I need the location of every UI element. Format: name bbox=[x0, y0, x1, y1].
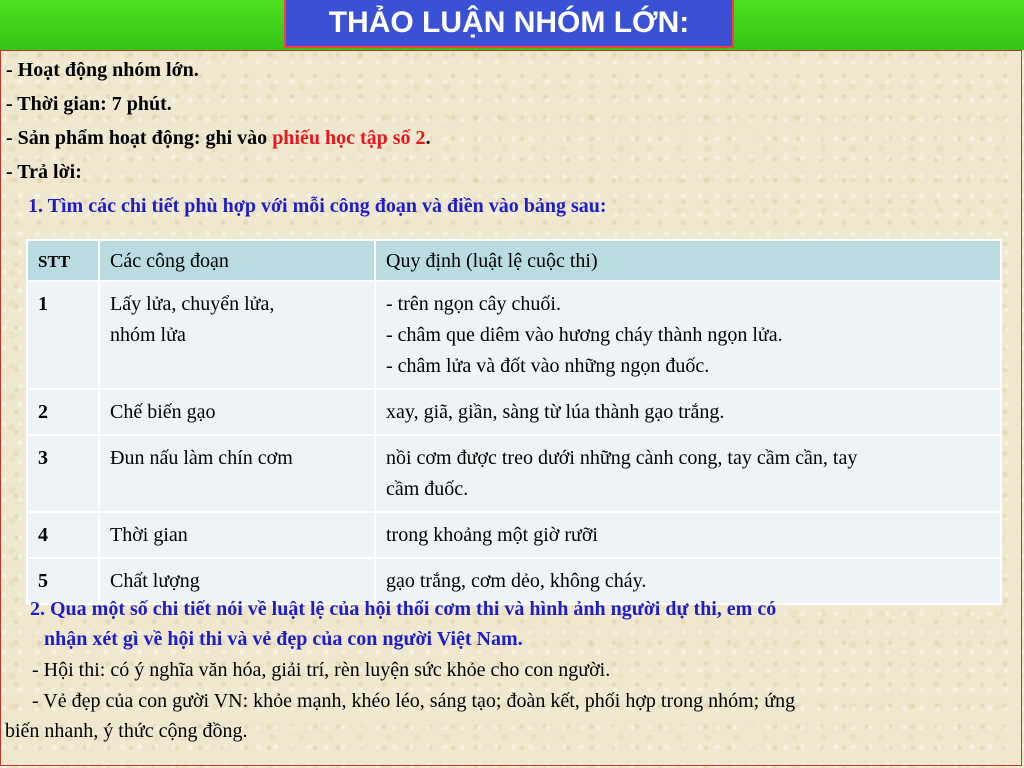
question-2-line-2: nhận xét gì về hội thi và vẻ đẹp của con người Việt Nam. bbox=[44, 628, 523, 650]
row-stt: 2 bbox=[27, 389, 99, 435]
product-period: . bbox=[425, 127, 431, 149]
table-row bbox=[27, 281, 1001, 389]
rule-line: - châm que diêm vào hương cháy thành ngọn lửa. bbox=[386, 324, 783, 346]
row-rule bbox=[375, 512, 1001, 558]
rule-line: gạo trắng, cơm dẻo, không cháy. bbox=[386, 570, 647, 592]
intro-line-product bbox=[6, 126, 431, 150]
rule-line: trong khoảng một giờ rưỡi bbox=[386, 524, 598, 546]
intro-line-activity: - Hoạt động nhóm lớn. bbox=[6, 59, 199, 81]
row-stt: 4 bbox=[27, 512, 99, 558]
stage-line: Chế biến gạo bbox=[110, 401, 216, 423]
stage-line: Thời gian bbox=[110, 524, 188, 546]
product-label: - Sản phẩm hoạt động: ghi vào bbox=[6, 127, 273, 149]
row-rule bbox=[375, 281, 1001, 389]
rule-line: - châm lửa và đốt vào những ngọn đuốc. bbox=[386, 355, 710, 377]
row-stage bbox=[99, 389, 375, 435]
rule-line: cầm đuốc. bbox=[386, 478, 469, 500]
table-row bbox=[27, 389, 1001, 435]
row-rule bbox=[375, 435, 1001, 512]
answer-beauty-line-1: - Vẻ đẹp của con gười VN: khỏe mạnh, khéo léo, sáng tạo; đoàn kết, phối hợp trong nhóm; ứng bbox=[32, 690, 796, 712]
question-2-line-1: 2. Qua một số chi tiết nói về luật lệ của hội thổi cơm thi và hình ảnh người dự thi, em có bbox=[30, 598, 777, 620]
row-stage bbox=[99, 435, 375, 512]
row-stage bbox=[99, 281, 375, 389]
row-stt: 1 bbox=[27, 281, 99, 389]
question-1: 1. Tìm các chi tiết phù hợp với mỗi công đoạn và điền vào bảng sau: bbox=[28, 195, 607, 217]
answer-festival: - Hội thi: có ý nghĩa văn hóa, giải trí, rèn luyện sức khỏe cho con người. bbox=[32, 659, 611, 681]
rule-line: xay, giã, giần, sàng từ lúa thành gạo trắng. bbox=[386, 401, 725, 423]
worksheet-highlight: phiếu học tập số 2 bbox=[272, 127, 426, 149]
table-row bbox=[27, 435, 1001, 512]
stages-table bbox=[26, 239, 1002, 605]
table-row bbox=[27, 512, 1001, 558]
header-stage: Các công đoạn bbox=[99, 240, 375, 281]
header-rule: Quy định (luật lệ cuộc thi) bbox=[375, 240, 1001, 281]
row-stt: 3 bbox=[27, 435, 99, 512]
stage-line: Chất lượng bbox=[110, 570, 200, 592]
row-stage bbox=[99, 512, 375, 558]
intro-line-time: - Thời gian: 7 phút. bbox=[6, 93, 172, 115]
rule-line: nồi cơm được treo dưới những cành cong, tay cầm cần, tay bbox=[386, 447, 858, 469]
slide-title: THẢO LUẬN NHÓM LỚN: bbox=[284, 0, 734, 48]
intro-line-answer: - Trả lời: bbox=[6, 161, 82, 183]
table-header-row bbox=[27, 240, 1001, 281]
header-stt: STT bbox=[27, 240, 99, 281]
answer-beauty-line-2: biến nhanh, ý thức cộng đồng. bbox=[5, 720, 248, 742]
stage-line: nhóm lửa bbox=[110, 324, 186, 346]
row-rule bbox=[375, 389, 1001, 435]
row-stt: 5 bbox=[27, 558, 99, 604]
stage-line: Lấy lửa, chuyển lửa, bbox=[110, 293, 275, 315]
stage-line: Đun nấu làm chín cơm bbox=[110, 447, 293, 469]
rule-line: - trên ngọn cây chuối. bbox=[386, 293, 561, 315]
